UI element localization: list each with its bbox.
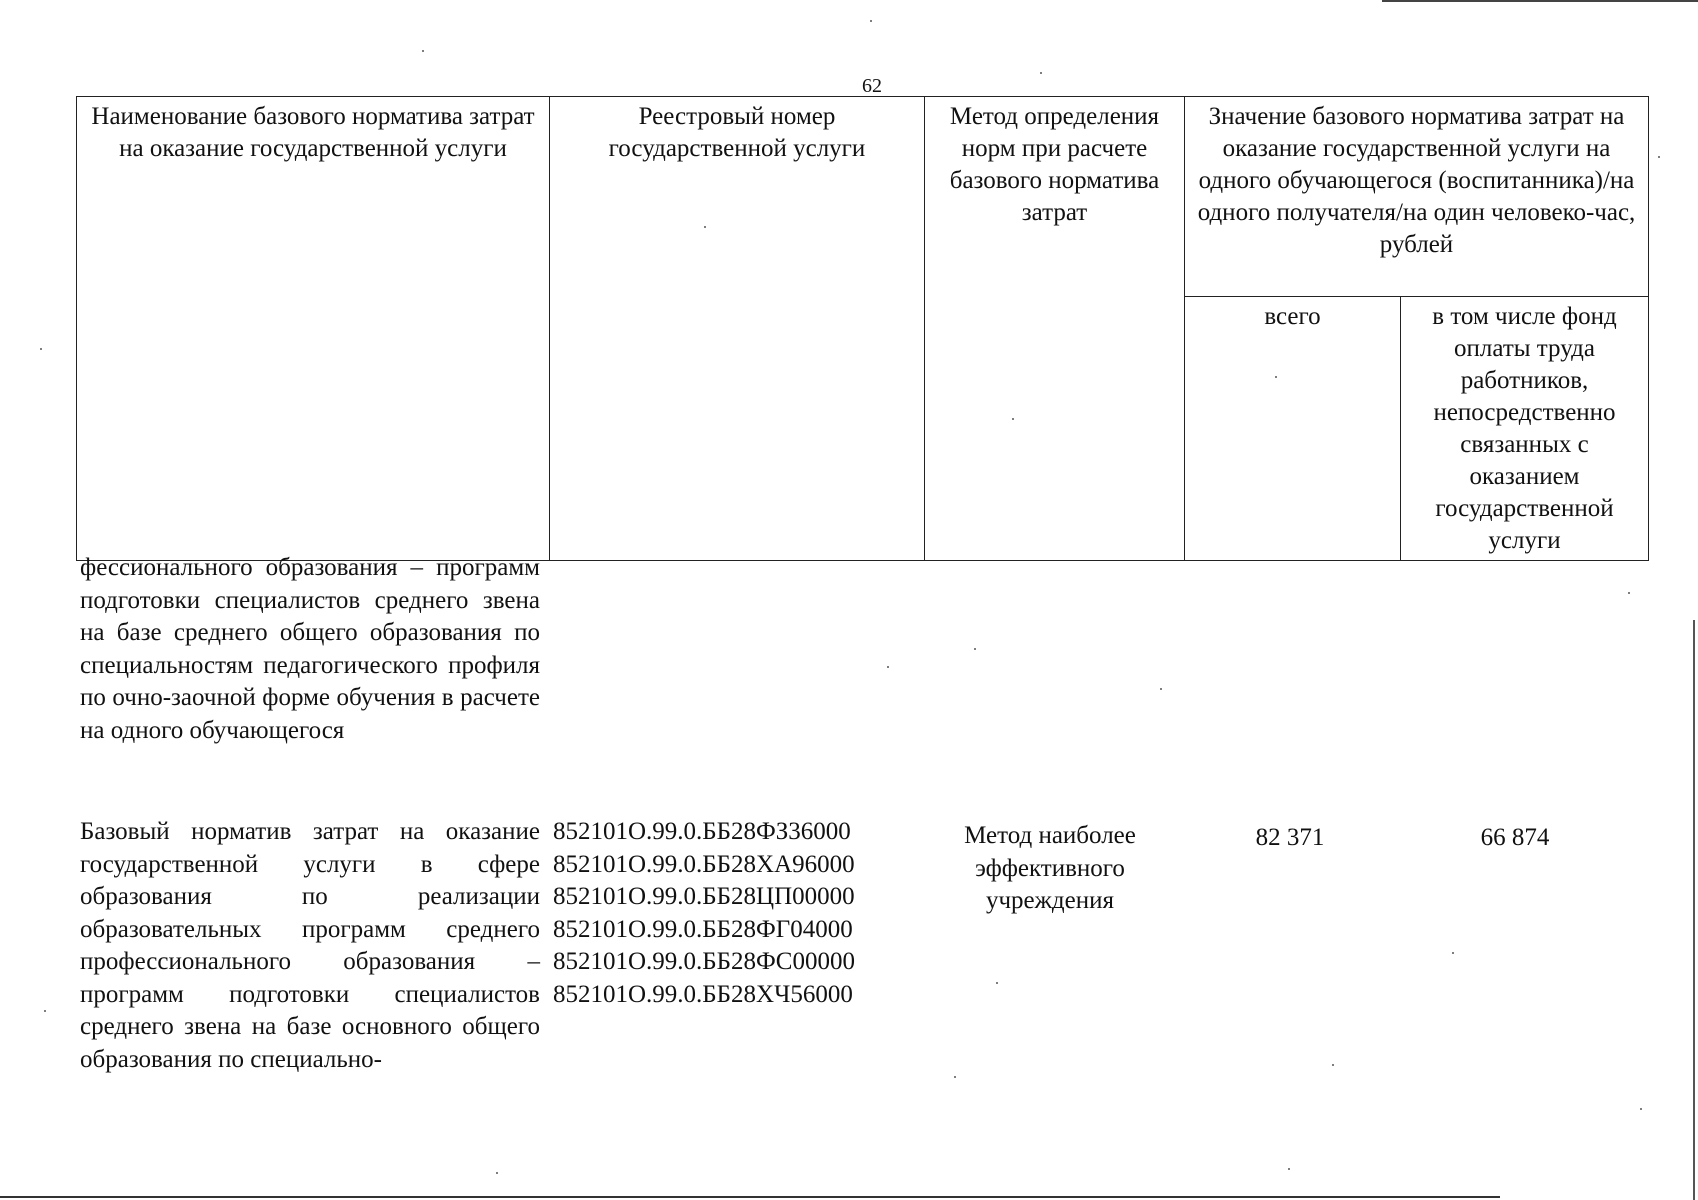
scan-speck [1275, 376, 1277, 378]
header-name-column: Наименование базового норматива затрат на оказание государственной услуги [77, 97, 550, 561]
page-number: 62 [862, 75, 882, 97]
scan-edge-line [1693, 620, 1695, 1200]
scan-speck [1012, 418, 1014, 420]
scan-speck [422, 50, 424, 52]
registry-code: 852101О.99.0.ББ28ФС00000 [553, 948, 855, 975]
registry-code: 852101О.99.0.ББ28ФГ04000 [553, 915, 853, 943]
scan-speck [40, 348, 42, 350]
scan-speck [1658, 156, 1660, 158]
registry-code: 852101О.99.0.ББ28ХЧ56000 [553, 980, 853, 1008]
header-value-column: Значение базового норматива затрат на оказание государственной услуги на одного обучающегося (воспитанника)/на одного получателя/на один человеко-час, рублей [1185, 97, 1649, 297]
scan-speck [974, 648, 976, 650]
row-method: Метод наиболее эффективного учреждения [964, 822, 1136, 914]
scan-speck [996, 982, 998, 984]
continued-row-name: фессионального образования – программ подготовки специалистов среднего звена на базе среднего общего образования по специальностям педагогического профиля по очно-заочной форме обучения в расчете на одного обучающегося [80, 554, 540, 744]
row-name: Базовый норматив затрат на оказание государственной услуги в сфере образования по реализации образовательных программ среднего профессионального образования – программ подготовки специалистов среднего звена на базе основного общего образования по специально- [80, 818, 540, 1073]
scan-speck [1452, 952, 1454, 954]
row-value-wage: 66 874 [1480, 824, 1550, 851]
table-header [76, 96, 1649, 561]
header-value-total: всего [1185, 297, 1401, 561]
scan-speck [870, 20, 872, 22]
registry-code: 852101О.99.0.ББ28ХА96000 [553, 850, 855, 878]
scan-speck [704, 226, 706, 228]
scan-speck [1040, 72, 1042, 74]
scan-speck [1332, 1064, 1334, 1066]
bottom-rule [0, 1196, 1500, 1198]
registry-code: 852101О.99.0.ББ28ЦП00000 [553, 883, 855, 910]
scan-speck [1288, 1168, 1290, 1170]
scan-speck [1628, 592, 1630, 594]
scan-speck [887, 666, 889, 668]
registry-codes [553, 816, 913, 1011]
top-rule [1382, 0, 1698, 2]
scan-speck [496, 1172, 498, 1174]
scan-speck [1160, 688, 1162, 690]
scan-speck [954, 1076, 956, 1078]
header-method-column: Метод определения норм при расчете базового норматива затрат [925, 97, 1185, 561]
row-value-total: 82 371 [1255, 824, 1325, 851]
scan-speck [44, 1010, 46, 1012]
header-value-wage: в том числе фонд оплаты труда работников, непосредственно связанных с оказанием государственной услуги [1401, 297, 1649, 561]
header-registry-column: Реестровый номер государственной услуги [550, 97, 925, 561]
registry-code: 852101О.99.0.ББ28ФЗ36000 [553, 818, 851, 845]
scan-speck [1640, 1108, 1642, 1110]
